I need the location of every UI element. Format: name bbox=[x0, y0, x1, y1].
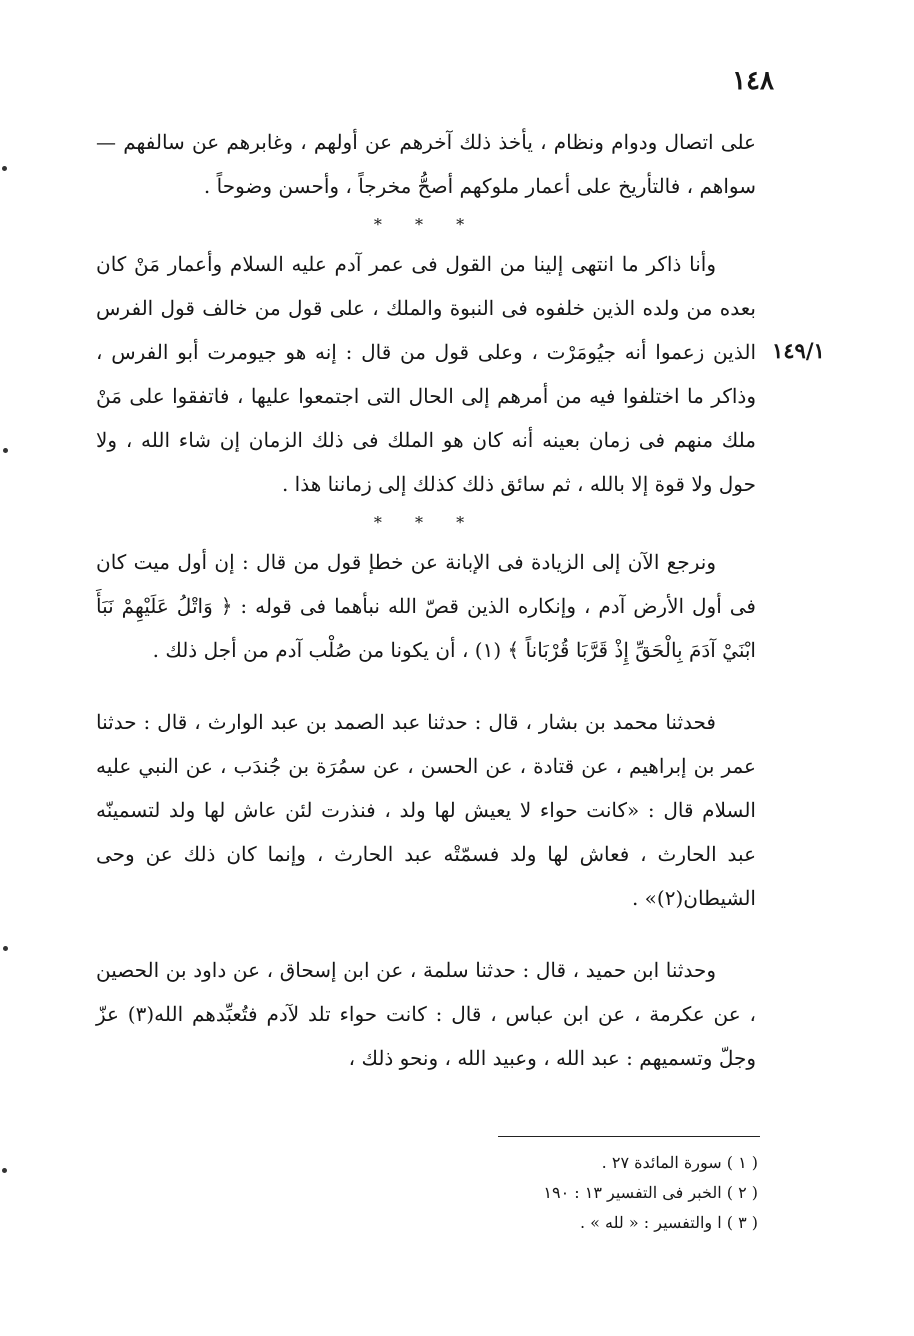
scan-edge-mark bbox=[2, 166, 7, 171]
scan-edge-mark bbox=[3, 946, 8, 951]
paragraph-1: على اتصال ودوام ونظام ، يأخذ ذلك آخرهم عن أولهم ، وغابرهم عن سالفهم — سواهم ، فالتأريخ على أعمار ملوكهم أصحُّ مخرجاً ، وأحسن وضوحاً . bbox=[96, 130, 756, 198]
section-separator: * * * bbox=[373, 513, 479, 532]
scan-edge-mark bbox=[2, 1168, 7, 1173]
margin-reference: ١٤٩/١ bbox=[772, 338, 825, 363]
footnote-1: ( ١ ) سورة المائدة ٢٧ . bbox=[601, 1153, 758, 1172]
footnotes bbox=[420, 1148, 758, 1238]
text-body bbox=[96, 120, 756, 1080]
footnote-2: ( ٢ ) الخبر فى التفسير ١٣ : ١٩٠ bbox=[543, 1183, 758, 1202]
paragraph-4: فحدثنا محمد بن بشار ، قال : حدثنا عبد الصمد بن عبد الوارث ، قال : حدثنا عمر بن إبراهيم ، عن قتادة ، عن الحسن ، عن سمُرَة بن جُندَب ، عن النبي عليه السلام قال : «كانت حواء لا يعيش لها ولد ، فنذرت لئن عاش لها ولد لتسمينّه عبد الحارث ، فعاش لها ولد فسمّتْه عبد الحارث ، وإنما كان ذلك عن وحى الشيطان(٢)» . bbox=[96, 710, 756, 910]
footnote-rule bbox=[498, 1136, 760, 1137]
paragraph-5: وحدثنا ابن حميد ، قال : حدثنا سلمة ، عن ابن إسحاق ، عن داود بن الحصين ، عن عكرمة ، عن ابن عباس ، قال : كانت حواء تلد لآدم فتُعبِّدهم الله(٣) عزّ وجلّ وتسميهم : عبد الله ، وعبيد الله ، ونحو ذلك ، bbox=[96, 958, 756, 1070]
paragraph-2: وأنا ذاكر ما انتهى إلينا من القول فى عمر آدم عليه السلام وأعمار مَنْ كان بعده من ولده الذين خلفوه فى النبوة والملك ، على قول من خالف قول الفرس الذين زعموا أنه جيُومَرْت ، وعلى قول من قال : إنه هو جيومرت أبو الفرس ، وذاكر ما اختلفوا فيه من أمرهم إلى الحال التى اجتمعوا عليها ، فاتفقوا على مَنْ ملك منهم فى زمان بعينه أنه كان هو الملك فى ذلك الزمان إن شاء الله ، ولا حول ولا قوة إلا بالله ، ثم سائق ذلك كذلك إلى زماننا هذا . bbox=[96, 252, 756, 496]
scan-edge-mark bbox=[3, 448, 8, 453]
paragraph-3: ونرجع الآن إلى الزيادة فى الإبانة عن خطإ قول من قال : إن أول ميت كان فى أول الأرض آدم ، وإنكاره الذين قصّ الله نبأهما فى قوله : ﴿ وَاتْلُ عَلَيْهِمْ نَبَأَ ابْنَيْ آدَمَ بِالْحَقِّ إِذْ قَرَّبَا قُرْبَاناً ﴾ (١) ، أن يكونا من صُلْب آدم من أجل ذلك . bbox=[96, 550, 756, 662]
paragraph-gap bbox=[96, 672, 756, 700]
page-number: ١٤٨ bbox=[732, 66, 774, 96]
footnote-3: ( ٣ ) ا والتفسير : « لله » . bbox=[580, 1213, 758, 1232]
paragraph-gap bbox=[96, 920, 756, 948]
section-separator: * * * bbox=[373, 215, 479, 234]
